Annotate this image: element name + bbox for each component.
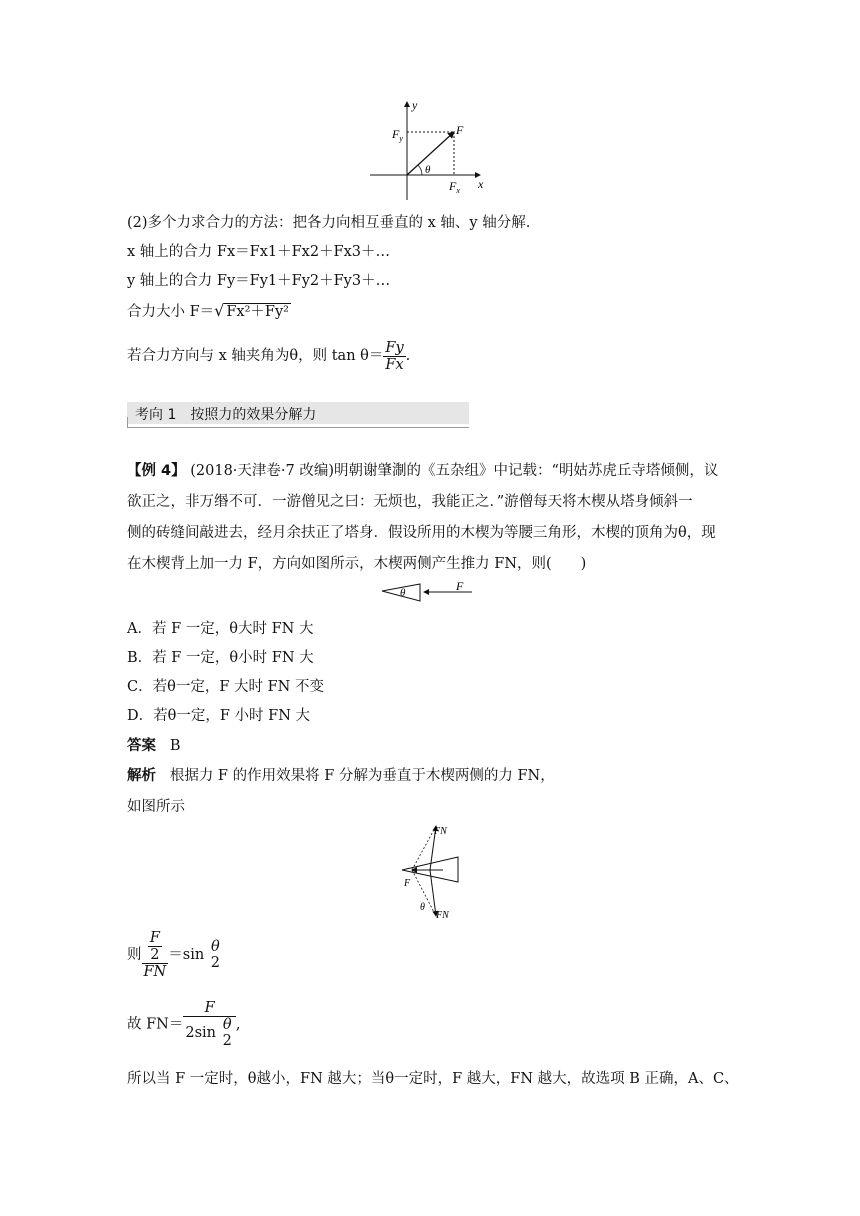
wedge-figure xyxy=(380,580,475,606)
formula-2: 故 FN＝ F 2sin θ 2 , xyxy=(127,1000,241,1049)
formula-2-fraction: F 2sin θ 2 xyxy=(183,1000,236,1049)
tan-fraction: $\frac{Fy}{Fx}$ xyxy=(385,339,404,373)
wedge-decomposition-figure xyxy=(398,820,464,924)
tan-prefix: 若合力方向与 x 轴夹角为θ，则 tan θ＝ xyxy=(127,348,384,364)
example-paragraph: 【例 4】 (2018·天津卷·7 改编)明朝谢肇淛的《五杂组》中记载：“明姑苏虎丘寺塔倾侧，议 欲正之，非万缗不可．一游僧见之曰：无烦也，我能正之．”游僧每天将木楔从塔身倾斜一 侧的砖缝间敲进去，经月余扶正了塔身．假设所用的木楔为等腰三角形，木楔的顶角为θ，现 在木楔背上加一力 F，方向如图所示，木楔两侧产生推力 FN，则( ) xyxy=(127,463,719,572)
analysis-line-2: 如图所示 xyxy=(127,799,185,815)
formula-1: 则 $\frac{\frac{F}{2}}{FN}$ ＝sin θ 2 xyxy=(127,930,221,980)
svg-text:F: F xyxy=(404,878,411,889)
sqrt-symbol: √ xyxy=(214,301,225,320)
method-line-1: (2)多个力求合力的方法：把各力向相互垂直的 x 轴、y 轴分解. xyxy=(127,215,531,231)
option-c: C．若θ一定，F 大时 FN 不变 xyxy=(127,679,324,695)
force-decomposition-axes-figure xyxy=(368,98,498,200)
sqrt-radicand: Fx²＋Fy² xyxy=(226,304,289,320)
example-tag: 【例 4】 xyxy=(127,463,186,479)
option-a: A．若 F 一定，θ大时 FN 大 xyxy=(127,621,314,637)
option-d: D．若θ一定，F 小时 FN 大 xyxy=(127,708,310,724)
theta-label: θ xyxy=(425,164,431,176)
svg-text:FN: FN xyxy=(434,826,447,837)
svg-text:θ: θ xyxy=(400,587,406,599)
force-label: F xyxy=(456,123,464,137)
section-heading: 考向 1 按照力的效果分解力 xyxy=(127,402,469,428)
method-line-2: x 轴上的合力 Fx＝Fx1＋Fx2＋Fx3＋… xyxy=(127,244,391,260)
svg-text:F: F xyxy=(456,580,464,593)
fx-label: $F_x$ xyxy=(449,179,460,195)
analysis-line: 解析 根据力 F 的作用效果将 F 分解为垂直于木楔两侧的力 FN， xyxy=(127,768,555,784)
method-line-4 xyxy=(127,301,291,322)
method-line-5: 若合力方向与 x 轴夹角为θ，则 tan θ＝ $\frac{Fy}{Fx}$ . xyxy=(127,339,411,373)
force-vector xyxy=(407,132,454,175)
option-b: B．若 F 一定，θ小时 FN 大 xyxy=(127,650,314,666)
svg-text:θ: θ xyxy=(420,902,425,913)
formula-1-fraction: $\frac{\frac{F}{2}}{FN}$ xyxy=(143,930,167,980)
svg-text:FN: FN xyxy=(436,910,449,921)
magnitude-prefix: 合力大小 F＝ xyxy=(127,304,215,320)
answer-line: 答案 B xyxy=(127,738,181,754)
conclusion-line: 所以当 F 一定时，θ越小，FN 越大；当θ一定时，F 越大，FN 越大，故选项 B 正确，A、C、 xyxy=(127,1071,739,1087)
fy-label: $F_y$ xyxy=(392,127,403,143)
y-axis-label: y xyxy=(412,98,418,112)
method-line-3: y 轴上的合力 Fy＝Fy1＋Fy2＋Fy3＋… xyxy=(127,273,391,289)
x-axis-label: x xyxy=(478,177,484,191)
